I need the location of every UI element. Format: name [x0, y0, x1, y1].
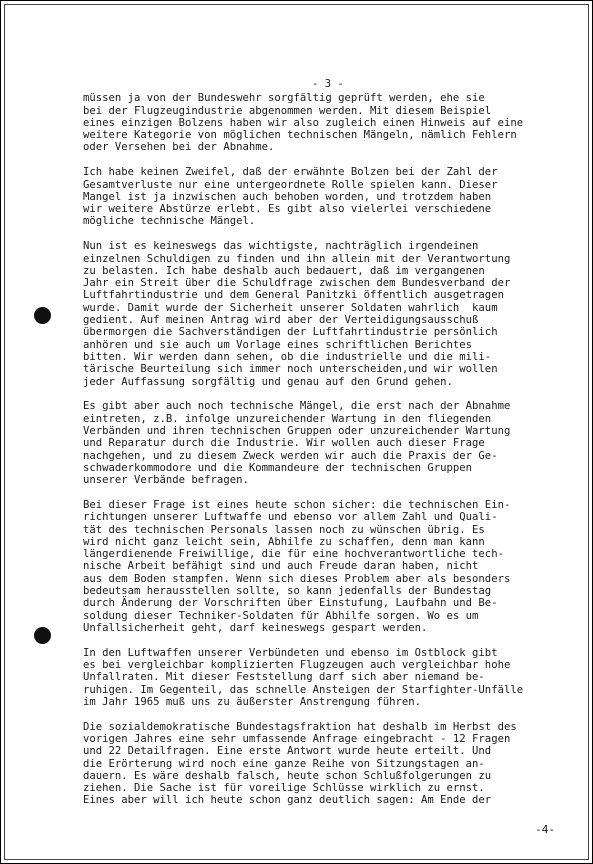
text-line: vorigen Jahres eine sehr umfassende Anfrage eingebracht - 12 Fragen	[83, 732, 511, 745]
text-line: Bei dieser Frage ist eines heute schon sicher: die technischen Ein-	[83, 498, 511, 511]
text-line: Luftfahrtindustrie und dem General Panitzki öffentlich ausgetragen	[83, 289, 504, 302]
text-line: und Reparatur durch die Industrie. Wir wollen auch dieser Frage	[83, 437, 485, 450]
text-line: unserer Verbände befragen.	[83, 474, 249, 487]
punch-hole-top	[34, 307, 51, 324]
text-line: Gesamtverluste nur eine untergeordnete Rolle spielen kann. Dieser	[83, 178, 498, 191]
text-line: dauern. Es wäre deshalb falsch, heute schon Schlußfolgerungen zu	[83, 769, 492, 782]
text-line: schwaderkommodore und die Kommandeure der technischen Gruppen	[83, 461, 473, 474]
text-line: Verbänden und ihren technischen Gruppen oder unzureichender Wartung	[83, 424, 511, 437]
text-line: tärische Beurteilung sich immer noch unterscheiden,und wir wollen	[83, 363, 498, 376]
text-line: es bei vergleichbar komplizierten Flugzeugen auch vergleichbar hohe	[83, 658, 511, 671]
paragraph-container	[83, 92, 573, 806]
punch-hole-bottom	[34, 627, 51, 644]
text-line: nachgehen, und zu diesem Zweck werden wir auch die Praxis der Ge-	[83, 449, 498, 462]
text-line: tät des technischen Personals lassen noch zu wünschen übrig. Es	[83, 523, 485, 536]
text-line: die Erörterung wird noch eine ganze Reihe von Sitzungstagen an-	[83, 757, 485, 770]
text-line: einzelnen Schuldigen zu finden und ihn allein mit der Verantwortung	[83, 252, 511, 265]
text-line: jeder Auffassung sorgfältig und genau auf den Grund gehen.	[83, 375, 453, 388]
text-line: wird nicht ganz leicht sein, Abhilfe zu schaffen, denn man kann	[83, 535, 485, 548]
paragraph	[83, 166, 573, 227]
text-line: In den Luftwaffen unserer Verbündeten und ebenso im Ostblock gibt	[83, 646, 498, 659]
text-line: eintreten, z.B. infolge unzureichender Wartung in den fliegenden	[83, 412, 492, 425]
text-line: soldung dieser Techniker-Soldaten für Abhilfe sorgen. Wo es um	[83, 609, 479, 622]
text-line: bei der Flugzeugindustrie abgenommen werden. Mit diesem Beispiel	[83, 104, 492, 117]
paragraph	[83, 499, 573, 634]
paragraph	[83, 240, 573, 388]
text-line: Die sozialdemokratische Bundestagsfraktion hat deshalb im Herbst des	[83, 720, 517, 733]
text-line: richtungen unserer Luftwaffe und ebenso vor allem Zahl und Quali-	[83, 511, 498, 524]
text-line: Unfallraten. Mit dieser Feststellung darf sich aber niemand be-	[83, 671, 485, 684]
paragraph	[83, 92, 573, 153]
text-line: bedeutsam herausstellen sollte, so kann jedenfalls der Bundestag	[83, 584, 492, 597]
text-line: durch Änderung der Vorschriften über Einstufung, Laufbahn und Be-	[83, 597, 498, 610]
document-body	[83, 78, 573, 819]
text-line: Nun ist es keineswegs das wichtigste, nachträglich irgendeinen	[83, 240, 479, 253]
text-line: Eines aber will ich heute schon ganz deutlich sagen: Am Ende der	[83, 794, 492, 807]
text-line: Es gibt aber auch noch technische Mängel, die erst nach der Abnahme	[83, 400, 511, 413]
page-number: - 3 -	[312, 78, 344, 90]
text-line: im Jahr 1965 muß uns zu äußerster Anstrengung führen.	[83, 695, 422, 708]
text-line: bitten. Wir werden dann sehen, ob die industrielle und die mili-	[83, 350, 492, 363]
next-page-marker: -4-	[535, 823, 555, 836]
text-line: weitere Kategorie von möglichen technischen Mängeln, nämlich Fehlern	[83, 129, 517, 142]
text-line: zu belasten. Ich habe deshalb auch bedauert, daß im vergangenen	[83, 264, 485, 277]
text-line: wir weitere Abstürze erlebt. Es gibt also vielerlei verschiedene	[83, 203, 492, 216]
text-line: übermorgen die Sachverständigen der Luftfahrtindustrie persönlich	[83, 326, 498, 339]
paragraph	[83, 400, 573, 486]
text-line: eines einzigen Bolzens haben wir also zugleich einen Hinweis auf eine	[83, 116, 524, 129]
text-line: oder Versehen bei der Abnahme.	[83, 141, 275, 154]
text-line: Jahr ein Streit über die Schuldfrage zwischen dem Bundesverband der	[83, 277, 511, 290]
text-line: mögliche technische Mängel.	[83, 215, 256, 228]
paragraph	[83, 721, 573, 807]
text-line: längerdienende Freiwillige, die für eine hochverantwortliche tech-	[83, 548, 504, 561]
text-line: nische Arbeit befähigt sind und auch Freude daran haben, nicht	[83, 560, 479, 573]
text-line: müssen ja von der Bundeswehr sorgfältig geprüft werden, ehe sie	[83, 92, 485, 105]
text-line: Mangel ist ja inzwischen auch behoben worden, und trotzdem haben	[83, 190, 492, 203]
text-line: ruhigen. Im Gegenteil, das schnelle Ansteigen der Starfighter-Unfälle	[83, 683, 524, 696]
text-line: wurde. Damit wurde der Sicherheit unserer Soldaten wahrlich kaum	[83, 301, 498, 314]
text-line: und 22 Detailfragen. Eine erste Antwort wurde heute erteilt. Und	[83, 745, 492, 758]
text-line: anhören und sie auch um Vorlage eines schriftlichen Berichtes	[83, 338, 473, 351]
text-line: gedient. Auf meinen Antrag wird aber der Verteidigungsausschuß	[83, 314, 479, 327]
text-line: aus dem Boden stampfen. Wenn sich dieses Problem aber als besonders	[83, 572, 511, 585]
text-line: ziehen. Die Sache ist für voreilige Schlüsse wirklich zu ernst.	[83, 782, 485, 795]
text-line: Unfallsicherheit geht, darf keineswegs gespart werden.	[83, 621, 428, 634]
text-line: Ich habe keinen Zweifel, daß der erwähnte Bolzen bei der Zahl der	[83, 166, 498, 179]
paragraph	[83, 647, 573, 708]
